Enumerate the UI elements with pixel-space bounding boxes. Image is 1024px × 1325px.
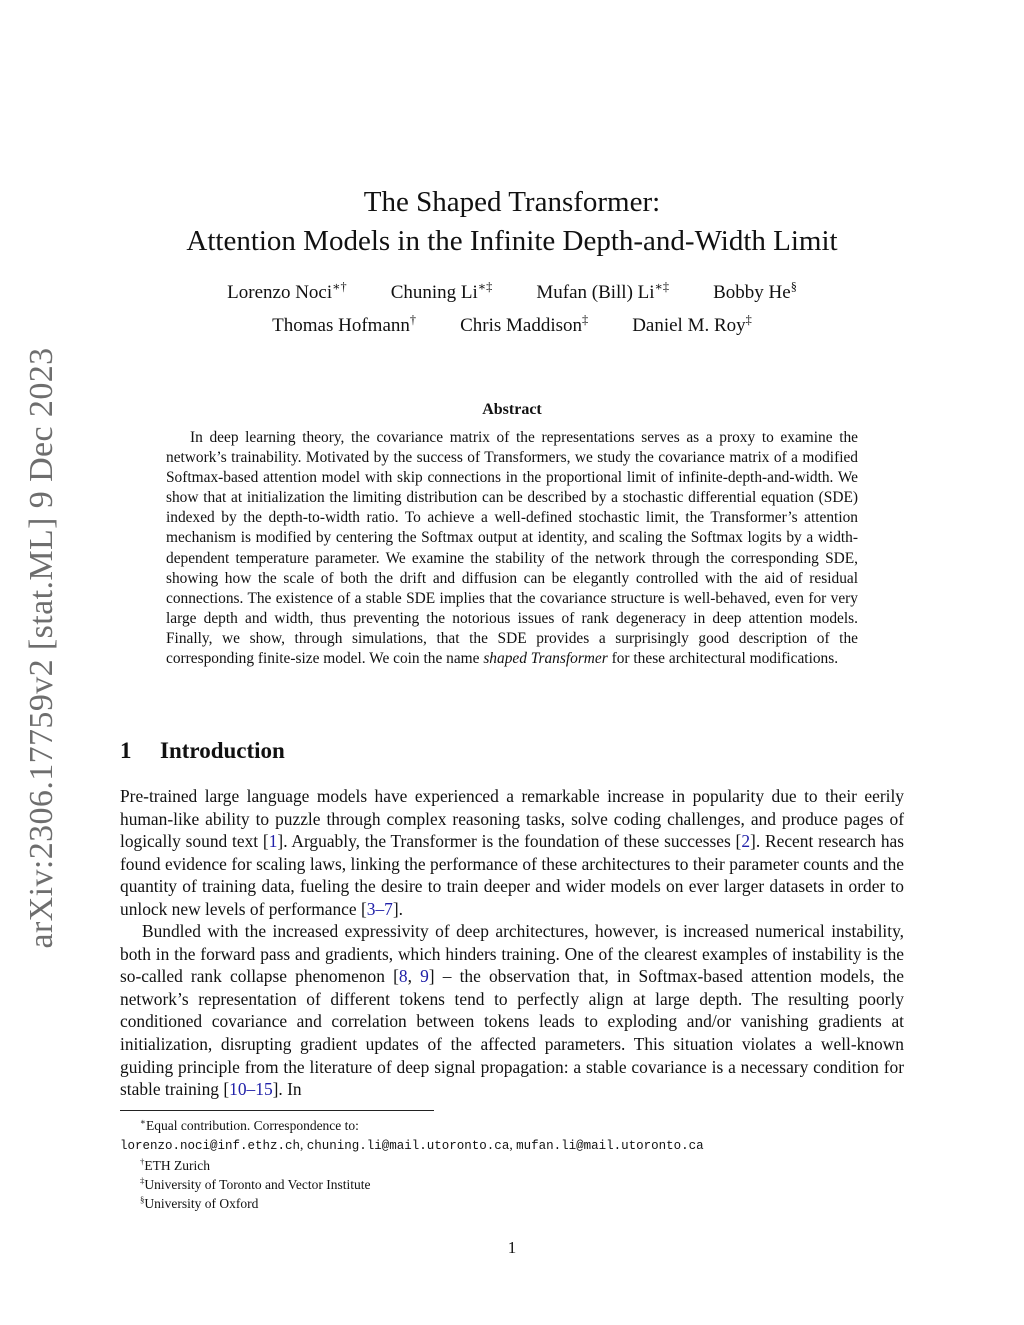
email-link[interactable]: mufan.li@mail.utoronto.ca	[516, 1139, 704, 1153]
citation-link[interactable]: 10–15	[229, 1079, 273, 1100]
section-title: Introduction	[160, 738, 285, 763]
footnotes	[120, 1116, 904, 1213]
citation-link[interactable]: 3–7	[366, 898, 393, 919]
section-heading-introduction	[120, 738, 285, 764]
footnote-rule	[120, 1110, 434, 1111]
footnote-toronto: ‡University of Toronto and Vector Institute	[140, 1175, 371, 1192]
abstract-emphasis: shaped Transformer	[483, 650, 608, 668]
citation-link[interactable]: 9	[420, 966, 429, 987]
footnote-emails: lorenzo.noci@inf.ethz.ch, chuning.li@mail.utoronto.ca, mufan.li@mail.utoronto.ca	[120, 1137, 704, 1153]
author-daniel-roy: Daniel M. Roy‡	[632, 312, 752, 336]
author-chris-maddison: Chris Maddison‡	[460, 312, 589, 336]
citation-link[interactable]: 2	[741, 831, 751, 852]
footnote-equal-contribution: ∗Equal contribution. Correspondence to:	[140, 1116, 359, 1133]
citation-link[interactable]: 8	[398, 966, 408, 987]
email-link[interactable]: chuning.li@mail.utoronto.ca	[306, 1139, 510, 1153]
author-row-2	[120, 312, 904, 337]
intro-paragraph-1: Pre-trained large language models have experienced a remarkable increase in popularity due to their eerily human-like ability to puzzle through complex reasoning tasks, solve coding challenges, and produce pages of logically sound text [1]. Arguably, the Transformer is the foundation of these successes [2]. Recent research has found evidence for scaling laws, linking the performance of these architectures to their parameter counts and the quantity of training data, fueling the desire to train deeper and wider models on ever larger datasets in order to unlock new levels of performance [3–7].	[120, 786, 904, 919]
intro-paragraph-2: Bundled with the increased expressivity of deep architectures, however, is increased numerical instability, both in the forward pass and gradients, which hinders training. One of the clearest examples of instability is the so-called rank collapse phenomenon [8, 9] – the observation that, in Softmax-based attention models, the network’s representation of different tokens tend to perfectly align at large depth. The resulting poorly conditioned covariance and correlation between tokens leads to exploding and/or vanishing gradients at initialization, disrupting gradient updates of the affected parameters. This situation violates a well-known guiding principle from the literature of deep signal propagation: a stable covariance is a necessary condition for stable training [10–15]. In	[120, 921, 904, 1100]
page-number: 1	[507, 1238, 517, 1257]
abstract-text: In deep learning theory, the covariance matrix of the representations serves as a proxy to examine the network’s trainability. Motivated by the success of Transformers, we study the covariance matrix of a modified Softmax-based attention model with skip connections in the proportional limit of infinite-depth-and-width. We show that at initialization the limiting distribution can be described by a stochastic differential equation (SDE) indexed by the depth-to-width ratio. To achieve a well-defined stochastic limit, the Transformer’s attention mechanism is modified by centering the Softmax output at identity, and scaling the Softmax logits by a width-dependent temperature parameter. We examine the stability of the network through the corresponding SDE, showing how the scale of both the drift and diffusion can be elegantly controlled with the aid of residual connections. The existence of a stable SDE implies that the covariance structure is well-behaved, even for very large depth and width, thus preventing the notorious issues of rank degeneracy in deep attention models. Finally, we show, through simulations, that the SDE provides a surprisingly good description of the corresponding finite-size model. We coin the name shaped Transformer for these architectural modifications.	[166, 429, 858, 668]
paper-title	[120, 183, 904, 261]
author-row-1	[120, 279, 904, 304]
author-mufan-li: Mufan (Bill) Li∗‡	[536, 279, 670, 303]
title-line-1: The Shaped Transformer:	[363, 186, 661, 218]
author-lorenzo-noci: Lorenzo Noci∗†	[227, 279, 347, 303]
email-link[interactable]: lorenzo.noci@inf.ethz.ch	[120, 1139, 301, 1153]
author-thomas-hofmann: Thomas Hofmann†	[272, 312, 417, 336]
abstract-heading: Abstract	[482, 401, 542, 418]
arxiv-sidebar-stamp	[16, 345, 68, 950]
author-chuning-li: Chuning Li∗‡	[390, 279, 493, 303]
footnote-oxford: §University of Oxford	[140, 1194, 259, 1211]
author-bobby-he: Bobby He§	[713, 279, 797, 303]
footnote-eth: †ETH Zurich	[140, 1156, 210, 1173]
citation-link[interactable]: 1	[268, 831, 278, 852]
title-line-2: Attention Models in the Infinite Depth-and-Width Limit	[186, 225, 838, 257]
arxiv-identifier: arXiv:2306.17759v2 [stat.ML] 9 Dec 2023	[23, 346, 60, 949]
section-number: 1	[120, 738, 132, 763]
